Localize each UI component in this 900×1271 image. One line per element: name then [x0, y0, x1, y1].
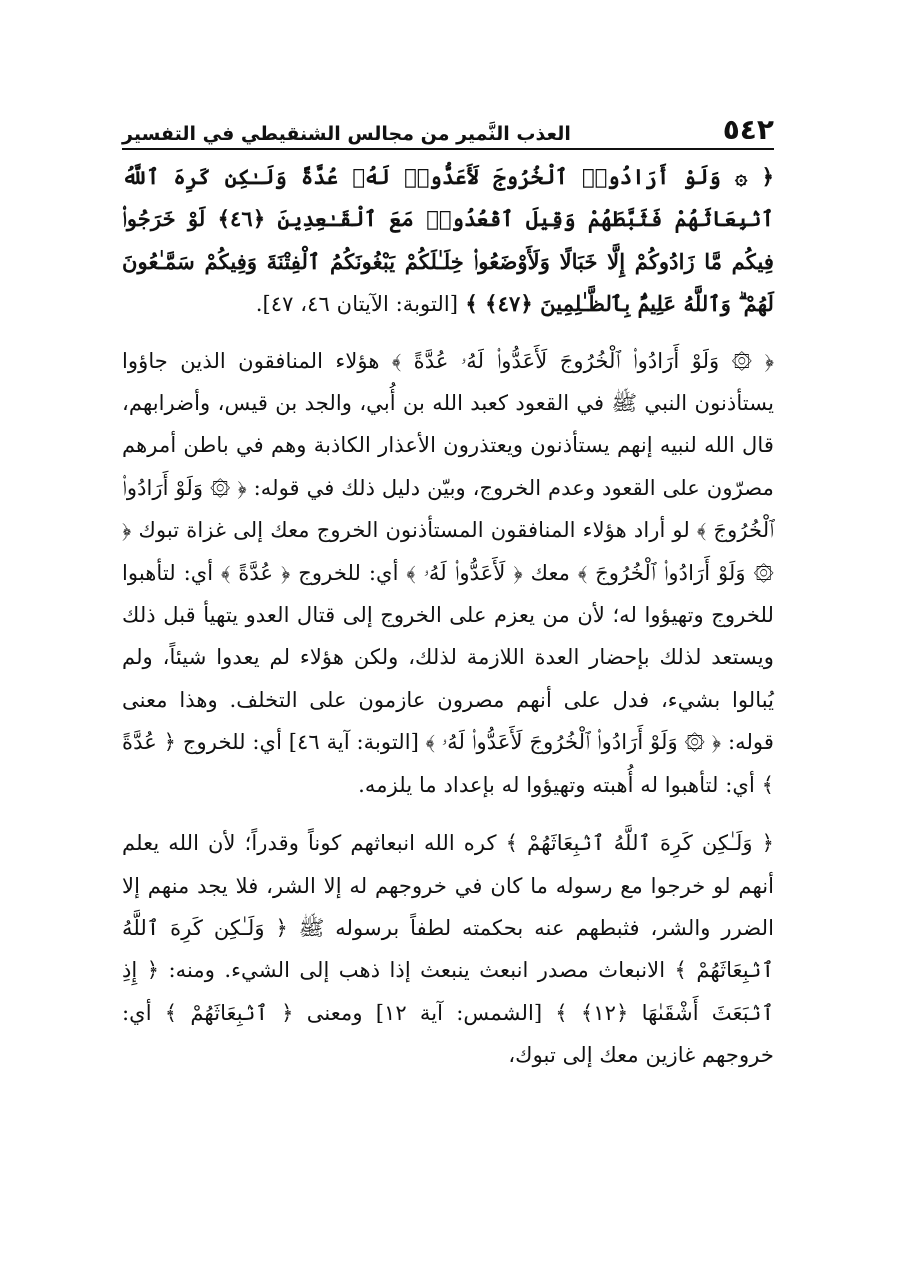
- book-page: [122, 100, 774, 1077]
- page-body: [122, 156, 774, 1077]
- quran-verse-block: [122, 156, 774, 326]
- commentary-paragraph: ﴿ ۞ وَلَوْ أَرَادُوا۟ ٱلْخُرُوجَ لَأَعَدُّوا۟ لَهُۥ عُدَّةً ﴾ هؤلاء المنافقون الذين جاؤوا يستأذنون النبي ﷺ في القعود كعبد الله بن أُبي، والجد بن قيس، وأضرابهم، قال الله لنبيه إنهم يستأذنون ويعتذرون الأعذار الكاذبة وهم في باطن أمرهم مصرّون على القعود وعدم الخروج، وبيّن دليل ذلك في قوله: ﴿ ۞ وَلَوْ أَرَادُوا۟ ٱلْخُرُوجَ ﴾ لو أراد هؤلاء المنافقون المستأذنون الخروج معك إلى غزاة تبوك ﴿ ۞ وَلَوْ أَرَادُوا۟ ٱلْخُرُوجَ ﴾ معك ﴿ لَأَعَدُّوا۟ لَهُۥ ﴾ أي: للخروج ﴿ عُدَّةً ﴾ أي: لتأهبوا للخروج وتهيؤوا له؛ لأن من يعزم على الخروج إلى قتال العدو يتهيأ قبل ذلك ويستعد لذلك بإحضار العدة اللازمة لذلك، ولكن هؤلاء لم يعدوا شيئاً، ولم يُبالوا بشيء، فدل على أنهم مصرون عازمون على التخلف. وهذا معنى قوله: ﴿ ۞ وَلَوْ أَرَادُوا۟ ٱلْخُرُوجَ لَأَعَدُّوا۟ لَهُۥ ﴾ [التوبة: آية ٤٦] أي: للخروج ﴿ عُدَّةً ﴾ أي: لتأهبوا له أُهبته وتهيؤوا له بإعداد ما يلزمه.: [122, 347, 775, 797]
- page-number: ٥٤٢: [722, 113, 774, 146]
- quran-verse-text: ﴿ ۞ وَلَوْ أَرَادُوا۟ ٱلْخُرُوجَ لَأَعَدُّوا۟ لَهُۥ عُدَّةً وَلَـٰكِن كَرِهَ ٱللَّهُ ٱنۢبِعَاثَهُمْ فَثَبَّطَهُمْ وَقِيلَ ٱقْعُدُوا۟ مَعَ ٱلْقَـٰعِدِينَ ﴿٤٦﴾ لَوْ خَرَجُوا۟ فِيكُم مَّا زَادُوكُمْ إِلَّا خَبَالًا وَلَأَوْضَعُوا۟ خِلَـٰلَكُمْ يَبْغُونَكُمُ ٱلْفِتْنَةَ وَفِيكُمْ سَمَّـٰعُونَ لَهُمْ ۗ وَٱللَّهُ عَلِيمٌۢ بِٱلظَّـٰلِمِينَ ﴿٤٧﴾ ﴾: [122, 164, 774, 317]
- verse-reference: [التوبة: الآيتان ٤٦، ٤٧].: [255, 291, 458, 317]
- commentary-paragraph: ﴿ وَلَـٰكِن كَرِهَ ٱللَّهُ ٱنۢبِعَاثَهُمْ ﴾ كره الله انبعاثهم كوناً وقدراً؛ لأن الله يعلم أنهم لو خرجوا مع رسوله ما كان في خروجهم له إلا الشر، فلا يجد منهم إلا الضرر والشر، فثبطهم عنه بحكمته لطفاً برسوله ﷺ ﴿ وَلَـٰكِن كَرِهَ ٱللَّهُ ٱنۢبِعَاثَهُمْ ﴾ الانبعاث مصدر انبعث ينبعث إذا ذهب إلى الشيء. ومنه: ﴿ إِذِ ٱنۢبَعَثَ أَشْقَىٰهَا ﴿١٢﴾ ﴾ [الشمس: آية ١٢] ومعنى ﴿ ٱنۢبِعَاثَهُمْ ﴾ أي: خروجهم غازين معك إلى تبوك،: [122, 830, 774, 1068]
- book-title: العذب النَّمير من مجالس الشنقيطي في التفسير: [122, 123, 571, 145]
- running-header: [122, 100, 774, 150]
